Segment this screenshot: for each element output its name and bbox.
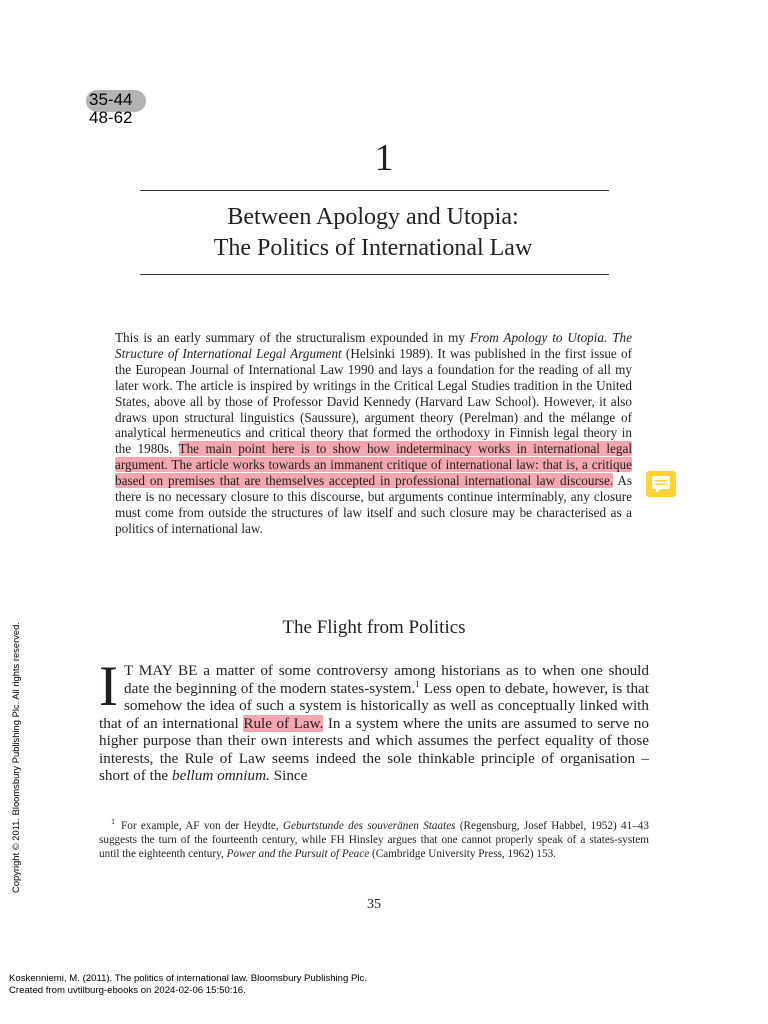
- comment-note-icon[interactable]: [646, 471, 676, 497]
- annotation-range-top: 35-44: [89, 90, 133, 109]
- abstract-highlight[interactable]: The main point here is to show how indeterminacy works in international legal argument. The article works towards an immanent critique of international law: that is, a critique based on premises that are themselves accepted in professional international law discourse.: [115, 441, 633, 489]
- body-text-2: Less open to debate, however, is that somehow the idea of such a system is historically as well as conceptually linked with that of an international: [99, 679, 649, 732]
- body-italic-term: bellum omnium.: [171, 767, 270, 784]
- footnote-text-3: (Cambridge University Press, 1962) 153.: [369, 848, 556, 861]
- footnote-text-1: For example, AF von der Heydte,: [121, 820, 283, 832]
- citation-line-2: Created from uvtilburg-ebooks on 2024-02-06 15:50:16.: [9, 985, 246, 996]
- body-text-1: T MAY BE a matter of some controversy among historians as to when one should date the beginning of the modern states-system.: [123, 662, 649, 697]
- chapter-number: 1: [374, 137, 394, 179]
- body-paragraph: [99, 655, 649, 785]
- footnote: [99, 819, 649, 862]
- abstract-text-3: As there is no necessary closure to this discourse, but arguments continue interminably, any closure must come from outside the structures of law itself and such closure may be characterised as a politics of international law.: [115, 473, 632, 536]
- abstract-book-title: From Apology to Utopia. The Structure of International Legal Argument: [115, 330, 633, 361]
- citation-line-1: Koskenniemi, M. (2011). The politics of international law. Bloomsbury Publishing Plc.: [9, 973, 367, 984]
- chapter-title-line-2: The Politics of International Law: [213, 235, 533, 261]
- body-text-3: In a system where the units are assumed to serve no higher purpose than their own interests and which assumes the perfect equality of those interests, the Rule of Law seems indeed the sole thinkable principle of organisation – short of the: [99, 714, 649, 784]
- copyright-notice: Copyright © 2011. Bloomsbury Publishing Plc. All rights reserved.: [10, 622, 21, 893]
- page-number: 35: [367, 897, 381, 912]
- footnote-title-1: Geburtstunde des souveränen Staates: [282, 820, 456, 832]
- chapter-title-line-1: Between Apology and Utopia:: [227, 204, 519, 230]
- abstract-text-1: This is an early summary of the structuralism expounded in my: [115, 330, 470, 345]
- title-top-rule: [140, 190, 609, 191]
- body-highlight[interactable]: Rule of Law.: [243, 714, 324, 732]
- chapter-title: [100, 202, 646, 264]
- abstract-text-2: (Helsinki 1989). It was published in the first issue of the European Journal of International Law 1990 and lays a foundation for the reading of all my later work. The article is inspired by writings in the Critical Legal Studies tradition in the United States, above all by those of Professor David Kennedy (Harvard Law School). However, it also draws upon structural linguistics (Saussure), argument theory (Perelman) and the mélange of analytical hermeneutics and critical theory that formed the orthodoxy in Finnish legal theory in the 1980s.: [115, 345, 632, 457]
- chapter-abstract: [115, 330, 632, 537]
- body-text-4: Since: [269, 767, 308, 784]
- drop-cap: I: [99, 655, 118, 718]
- footnote-title-2: Power and the Pursuit of Peace: [226, 848, 370, 861]
- title-bottom-rule: [140, 274, 609, 275]
- footnote-text-2: (Regensburg, Josef Habbel, 1952) 41–43 suggests the turn of the fourteenth century, while FH Hinsley argues that one cannot properly speak of a states-system until the eighteenth century,: [99, 820, 649, 861]
- annotation-range-bottom: 48-62: [89, 108, 133, 127]
- footnote-reference[interactable]: 1: [415, 678, 420, 689]
- section-heading: The Flight from Politics: [282, 617, 466, 638]
- annotation-page-ranges[interactable]: [89, 91, 132, 127]
- citation-footer: [9, 973, 367, 997]
- footnote-mark: 1: [111, 817, 115, 827]
